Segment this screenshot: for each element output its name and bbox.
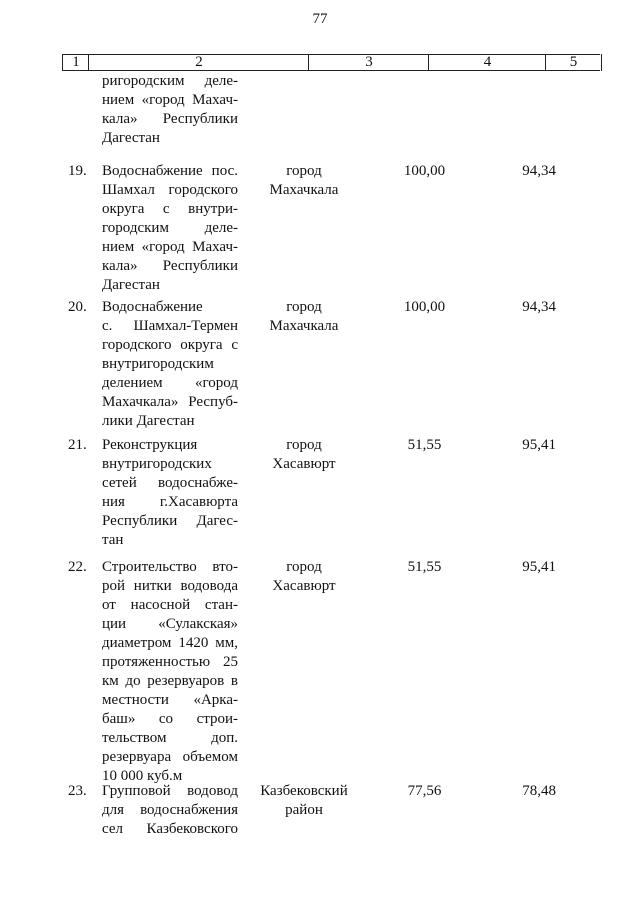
row-value-col5: 94,34 bbox=[522, 163, 556, 179]
description-line: городским деле- bbox=[102, 220, 238, 236]
row-place bbox=[252, 782, 356, 820]
row-place bbox=[252, 558, 356, 596]
row-number: 22. bbox=[68, 559, 87, 575]
description-line: делением «город bbox=[102, 375, 238, 391]
description-line: Дагестан bbox=[102, 130, 160, 146]
place-line: город bbox=[286, 163, 322, 179]
place-line: Махачкала bbox=[269, 182, 339, 198]
description-line: внутригородским bbox=[102, 356, 214, 372]
table-header bbox=[62, 54, 600, 71]
description-line: тан bbox=[102, 532, 124, 548]
row-description bbox=[102, 298, 238, 431]
description-line: баш» со строи- bbox=[102, 711, 238, 727]
page-number: 77 bbox=[312, 11, 328, 27]
place-line: район bbox=[285, 802, 323, 818]
description-line: Дагестан bbox=[102, 277, 160, 293]
row-value-col4: 77,56 bbox=[407, 783, 442, 799]
place-line: Хасавюрт bbox=[272, 456, 336, 472]
row-number: 19. bbox=[68, 163, 87, 179]
row-description bbox=[102, 72, 238, 148]
row-number: 20. bbox=[68, 299, 87, 315]
header-col-4: 4 bbox=[428, 54, 546, 71]
description-line: местности «Арка- bbox=[102, 692, 238, 708]
row-number: 21. bbox=[68, 437, 87, 453]
description-line: нием «город Махач- bbox=[102, 239, 238, 255]
description-line: ции «Сулакская» bbox=[102, 616, 238, 632]
place-line: город bbox=[286, 559, 322, 575]
place-line: город bbox=[286, 299, 322, 315]
description-line: нием «город Махач- bbox=[102, 92, 238, 108]
row-value-col5: 95,41 bbox=[522, 437, 556, 453]
row-number: 23. bbox=[68, 783, 87, 799]
place-line: Хасавюрт bbox=[272, 578, 336, 594]
description-line: округа с внутри- bbox=[102, 201, 238, 217]
description-line: Шамхал городского bbox=[102, 182, 238, 198]
description-line: протяженностью 25 bbox=[102, 654, 238, 670]
description-line: лики Дагестан bbox=[102, 413, 195, 429]
row-value-col4: 51,55 bbox=[407, 559, 442, 575]
description-line: Групповой водовод bbox=[102, 783, 238, 799]
description-line: Строительство вто- bbox=[102, 559, 238, 575]
description-line: Водоснабжение bbox=[102, 299, 203, 315]
description-line: тельством доп. bbox=[102, 730, 238, 746]
row-value-col5: 78,48 bbox=[522, 783, 556, 799]
description-line: городского округа с bbox=[102, 337, 238, 353]
description-line: от насосной стан- bbox=[102, 597, 238, 613]
description-line: Водоснабжение пос. bbox=[102, 163, 238, 179]
description-line: диаметром 1420 мм, bbox=[102, 635, 238, 651]
header-col-2: 2 bbox=[88, 54, 309, 71]
row-description bbox=[102, 782, 238, 839]
place-line: Махачкала bbox=[269, 318, 339, 334]
header-rule-bottom bbox=[62, 70, 600, 71]
description-line: с. Шамхал-Термен bbox=[102, 318, 238, 334]
header-col-1: 1 bbox=[62, 54, 89, 71]
row-description bbox=[102, 558, 238, 786]
row-value-col4: 51,55 bbox=[407, 437, 442, 453]
row-value-col5: 94,34 bbox=[522, 299, 556, 315]
row-place bbox=[252, 298, 356, 336]
place-line: Казбековский bbox=[260, 783, 348, 799]
header-col-5: 5 bbox=[545, 54, 602, 71]
description-line: ния г.Хасавюрта bbox=[102, 494, 238, 510]
description-line: резервуара объемом bbox=[102, 749, 238, 765]
row-description bbox=[102, 436, 238, 550]
description-line: Реконструкция bbox=[102, 437, 198, 453]
row-value-col5: 95,41 bbox=[522, 559, 556, 575]
description-line: ригородским деле- bbox=[102, 73, 238, 89]
row-value-col4: 100,00 bbox=[403, 163, 446, 179]
description-line: 10 000 куб.м bbox=[102, 768, 183, 784]
description-line: Республики Дагес- bbox=[102, 513, 238, 529]
description-line: внутригородских bbox=[102, 456, 212, 472]
description-line: сел Казбековского bbox=[102, 821, 238, 837]
place-line: город bbox=[286, 437, 322, 453]
description-line: кала» Республики bbox=[102, 258, 238, 274]
row-value-col4: 100,00 bbox=[403, 299, 446, 315]
description-line: Махачкала» Респуб- bbox=[102, 394, 238, 410]
description-line: для водоснабжения bbox=[102, 802, 238, 818]
row-place bbox=[252, 436, 356, 474]
row-place bbox=[252, 162, 356, 200]
description-line: кала» Республики bbox=[102, 111, 238, 127]
row-description bbox=[102, 162, 238, 295]
description-line: рой нитки водовода bbox=[102, 578, 238, 594]
description-line: км до резервуаров в bbox=[102, 673, 238, 689]
description-line: сетей водоснабже- bbox=[102, 475, 238, 491]
header-col-3: 3 bbox=[308, 54, 429, 71]
